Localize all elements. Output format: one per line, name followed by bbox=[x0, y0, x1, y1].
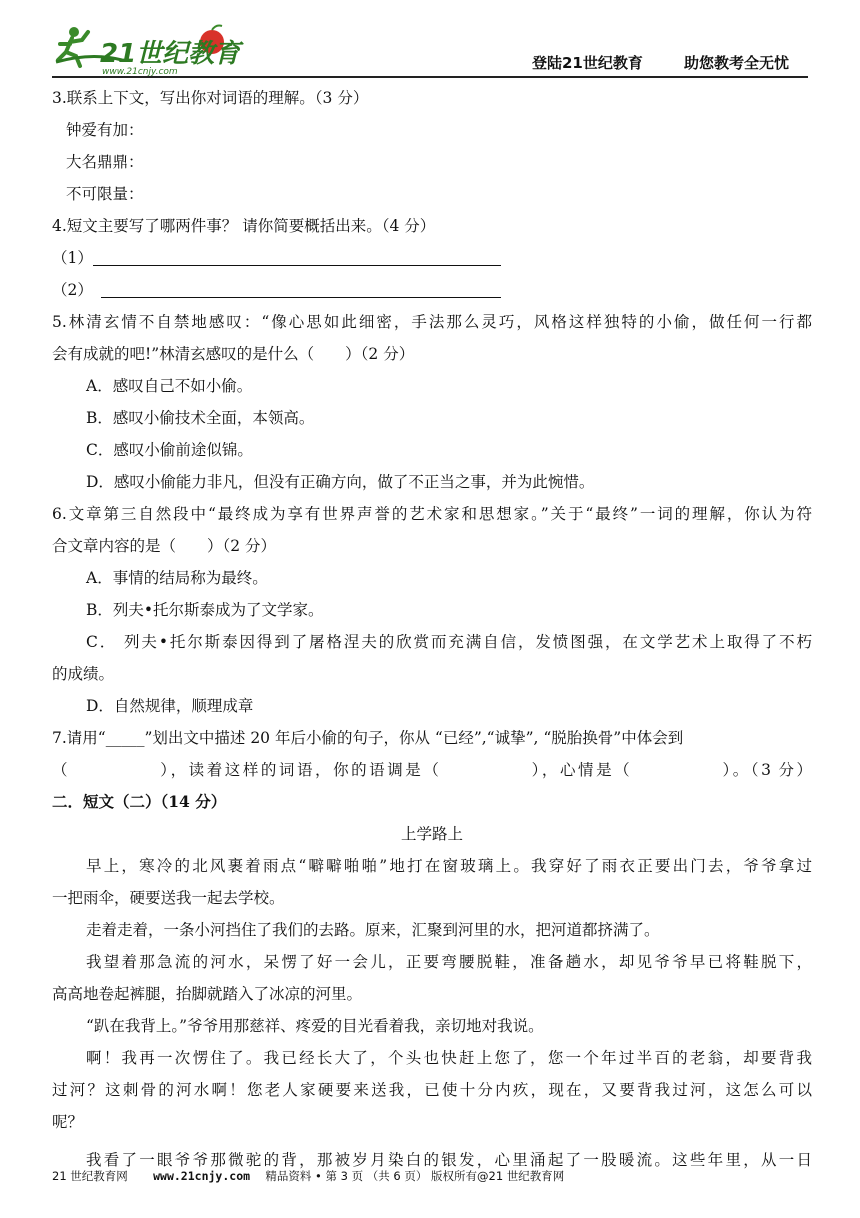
question-3-item: 钟爱有加： bbox=[66, 121, 144, 139]
passage-paragraph-line: “趴在我背上。”爷爷用那慈祥、疼爱的目光看着我，亲切地对我说。 bbox=[86, 1017, 544, 1035]
question-4-answer-line-2 bbox=[52, 274, 812, 306]
document-body bbox=[52, 82, 812, 1176]
passage-paragraph-line: 过河？这刺骨的河水啊！您老人家硬要来送我，已使十分内疚，现在，又要背我过河，这怎么可以 bbox=[52, 1081, 812, 1099]
passage-paragraph-line: 呢？ bbox=[52, 1113, 84, 1131]
question-6-line-1: 6.文章第三自然段中“最终成为享有世界声誉的艺术家和思想家。”关于“最终”一词的理解，你认为符 bbox=[52, 505, 812, 523]
answer-label: （1） bbox=[52, 249, 93, 267]
question-4-answer-line-1 bbox=[52, 242, 812, 274]
passage-paragraph-line: 高高地卷起裤腿，抬脚就踏入了冰凉的河里。 bbox=[52, 985, 363, 1003]
question-4-prompt: 4.短文主要写了哪两件事？ 请你简要概括出来。（4 分） bbox=[52, 217, 436, 235]
question-5-option-a: A．感叹自己不如小偷。 bbox=[86, 377, 253, 395]
passage-paragraph-line: 我望着那急流的河水，呆愣了好一会儿，正要弯腰脱鞋，准备趟水，却见爷爷早已将鞋脱下， bbox=[86, 953, 812, 971]
question-7-line-2: （ ），读着这样的词语，你的语调是（ ），心情是（ ）。（3 分） bbox=[52, 761, 812, 779]
answer-underline bbox=[93, 245, 501, 266]
answer-underline bbox=[101, 277, 501, 298]
page-header bbox=[0, 0, 860, 80]
section-heading: 二．短文（二）（14 分） bbox=[52, 792, 227, 811]
passage-paragraph-line: 一把雨伞，硬要送我一起去学校。 bbox=[52, 889, 285, 907]
question-5-line-2: 会有成就的吧!”林清玄感叹的是什么（ ）（2 分） bbox=[52, 345, 415, 363]
header-slogan-left: 登陆21世纪教育 bbox=[532, 54, 643, 72]
question-6-option-b: B．列夫•托尔斯泰成为了文学家。 bbox=[86, 601, 324, 619]
footer-left: 21 世纪教育网 bbox=[52, 1169, 128, 1183]
passage-title: 上学路上 bbox=[400, 825, 463, 843]
question-3-item: 不可限量： bbox=[66, 185, 144, 203]
question-5-option-d: D．感叹小偷能力非凡，但没有正确方向，做了不正当之事，并为此惋惜。 bbox=[86, 473, 595, 491]
question-5-option-c: C．感叹小偷前途似锦。 bbox=[86, 441, 253, 459]
header-slogan-right: 助您教考全无忧 bbox=[684, 54, 790, 72]
passage-paragraph-line: 我看了一眼爷爷那微驼的背，那被岁月染白的银发，心里涌起了一股暖流。这些年里，从一日 bbox=[86, 1151, 812, 1169]
logo-21cnjy-icon bbox=[52, 22, 252, 78]
footer-right: 精品资料 • 第 3 页 （共 6 页） 版权所有@21 世纪教育网 bbox=[265, 1169, 565, 1183]
question-6-option-c-line-1: C． 列夫•托尔斯泰因得到了屠格涅夫的欣赏而充满自信，发愤图强，在文学艺术上取得了不朽 bbox=[86, 633, 812, 651]
passage-paragraph-line: 啊！我再一次愣住了。我已经长大了，个头也快赶上您了，您一个年过半百的老翁，却要背我 bbox=[86, 1049, 812, 1067]
question-3-item: 大名鼎鼎： bbox=[66, 153, 144, 171]
question-5-option-b: B．感叹小偷技术全面，本领高。 bbox=[86, 409, 315, 427]
svg-text:21世纪教育: 21世纪教育 bbox=[100, 39, 241, 69]
question-6-option-c-line-2: 的成绩。 bbox=[52, 665, 115, 683]
question-6-line-2: 合文章内容的是（ ）（2 分） bbox=[52, 537, 277, 555]
passage-paragraph-line: 走着走着，一条小河挡住了我们的去路。原来，汇聚到河里的水，把河道都挤满了。 bbox=[86, 921, 660, 939]
header-divider bbox=[52, 76, 808, 78]
question-6-option-d: D．自然规律，顺理成章 bbox=[86, 697, 254, 715]
footer-site-link[interactable]: www.21cnjy.com bbox=[153, 1169, 251, 1183]
question-7-line-1: 7.请用“_____”划出文中描述 20 年后小偷的句子，你从 “已经”,“诚挚”, “脱胎换骨”中体会到 bbox=[52, 729, 684, 747]
passage-paragraph-line: 早上，寒冷的北风裹着雨点“噼噼啪啪”地打在窗玻璃上。我穿好了雨衣正要出门去，爷爷拿过 bbox=[86, 857, 812, 875]
svg-text:www.21cnjy.com: www.21cnjy.com bbox=[102, 67, 178, 77]
answer-label: （2） bbox=[52, 281, 93, 299]
question-5-line-1: 5.林清玄情不自禁地感叹：“像心思如此细密，手法那么灵巧，风格这样独特的小偷，做任何一行都 bbox=[52, 313, 812, 331]
page-footer bbox=[52, 1168, 812, 1184]
question-6-option-a: A．事情的结局称为最终。 bbox=[86, 569, 268, 587]
question-3-prompt: 3.联系上下文，写出你对词语的理解。（3 分） bbox=[52, 89, 369, 107]
